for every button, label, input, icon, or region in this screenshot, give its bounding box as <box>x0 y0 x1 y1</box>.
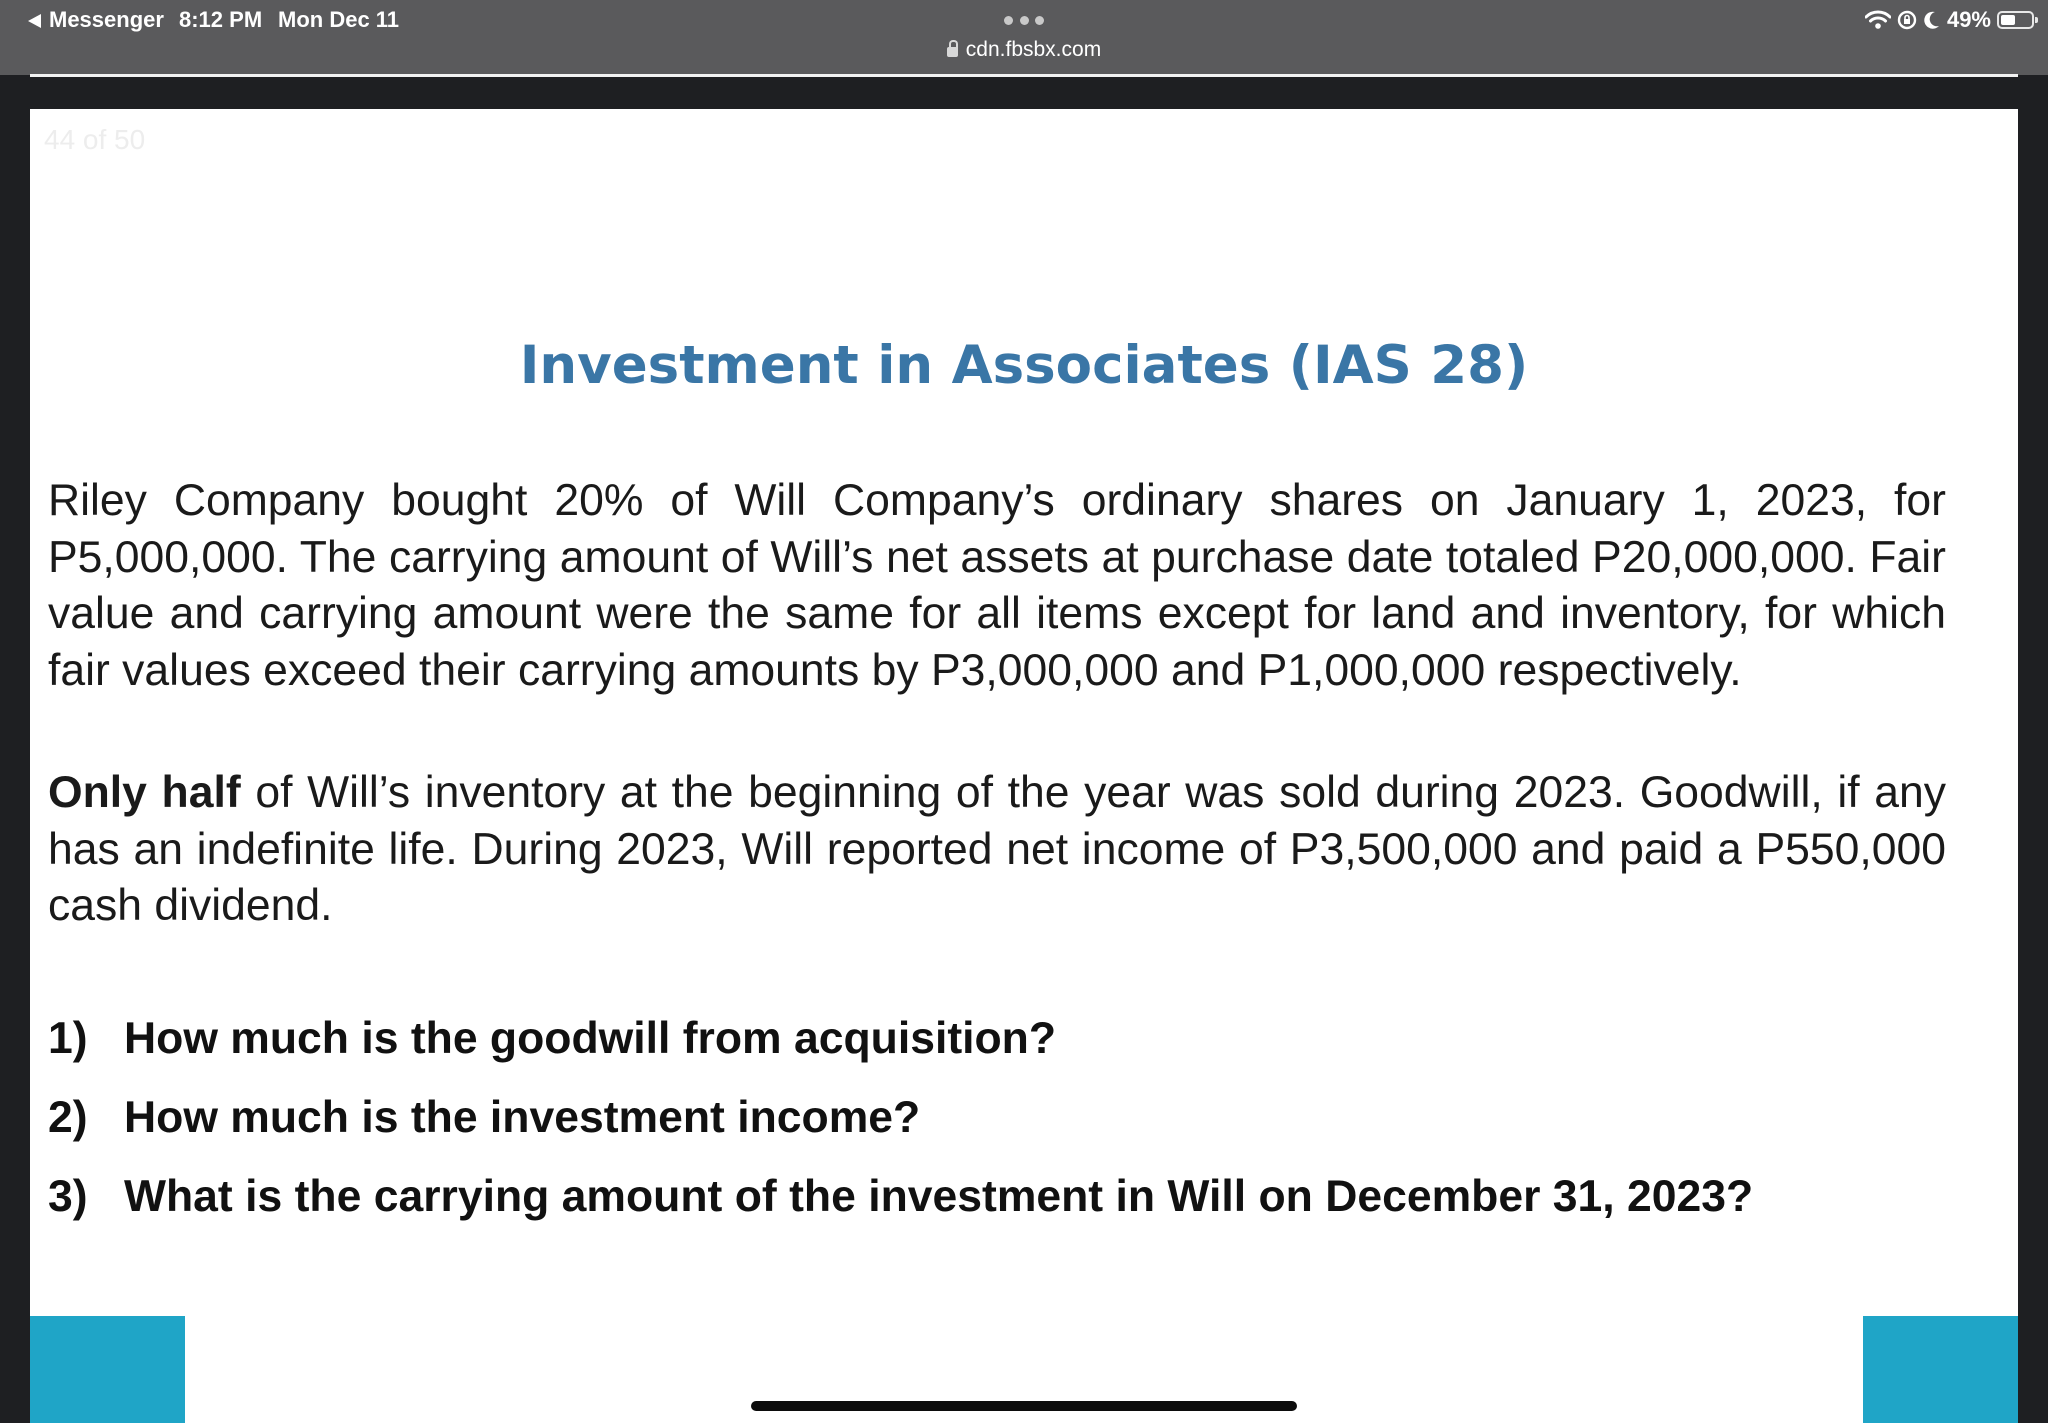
url-text: cdn.fbsbx.com <box>965 38 1102 61</box>
wifi-icon <box>1865 10 1891 30</box>
problem-paragraph-1: Riley Company bought 20% of Will Company’s ordinary shares on January 1, 2023, for P5,000,000. The carrying amount of Will’s net assets at purchase date totaled P20,000,000. Fair value and carrying amount were the same for all items except for land and inventory, for which fair values exceed their carrying amounts by P3,000,000 and P1,000,000 respectively. <box>48 476 1946 695</box>
lock-icon <box>947 47 958 57</box>
question-text: How much is the goodwill from acquisition? <box>124 1014 1057 1063</box>
dot <box>1035 16 1044 25</box>
slide-title: Investment in Associates (IAS 28) <box>519 335 1529 396</box>
battery-percent: 49% <box>1946 7 1991 32</box>
question-item <box>48 1157 1753 1236</box>
status-and-address-bar <box>0 0 2048 75</box>
question-text: How much is the investment income? <box>124 1093 921 1142</box>
question-list <box>48 999 1753 1236</box>
status-time: 8:12 PM <box>179 7 263 32</box>
toolbar-divider <box>30 74 2018 77</box>
battery-level <box>2001 15 2015 25</box>
question-number: 2) <box>48 1093 88 1142</box>
decorative-corner-right <box>1863 1316 2018 1423</box>
home-indicator[interactable] <box>751 1401 1297 1411</box>
status-date: Mon Dec 11 <box>278 7 400 32</box>
back-to-app-link[interactable]: Messenger <box>49 7 164 32</box>
dot <box>1004 16 1013 25</box>
question-item <box>48 999 1753 1078</box>
dot <box>1020 16 1029 25</box>
question-number: 1) <box>48 1014 88 1063</box>
battery-icon <box>1997 11 2034 29</box>
page-counter: 44 of 50 <box>44 124 146 155</box>
question-text: What is the carrying amount of the investment in Will on December 31, 2023? <box>124 1172 1754 1221</box>
moon-icon <box>1923 10 1941 30</box>
emphasis-text: Only half <box>48 768 241 817</box>
question-number: 3) <box>48 1172 88 1221</box>
question-item <box>48 1078 1753 1157</box>
back-arrow-icon[interactable] <box>28 14 41 28</box>
problem-paragraph-2 <box>48 765 1946 935</box>
battery-tip <box>2035 17 2038 23</box>
more-dots-icon[interactable] <box>1004 16 1044 26</box>
lock-rotation-icon <box>1897 10 1917 30</box>
paragraph-2-body: of Will’s inventory at the beginning of the year was sold during 2023. Goodwill, if any has an indefinite life. During 2023, Will reported net income of P3,500,000 and paid a P550,000 cash dividend. <box>48 768 1947 930</box>
slide <box>30 109 2018 1423</box>
address-bar[interactable] <box>0 36 2048 64</box>
status-icons <box>1865 6 2034 34</box>
decorative-corner-left <box>30 1316 185 1423</box>
